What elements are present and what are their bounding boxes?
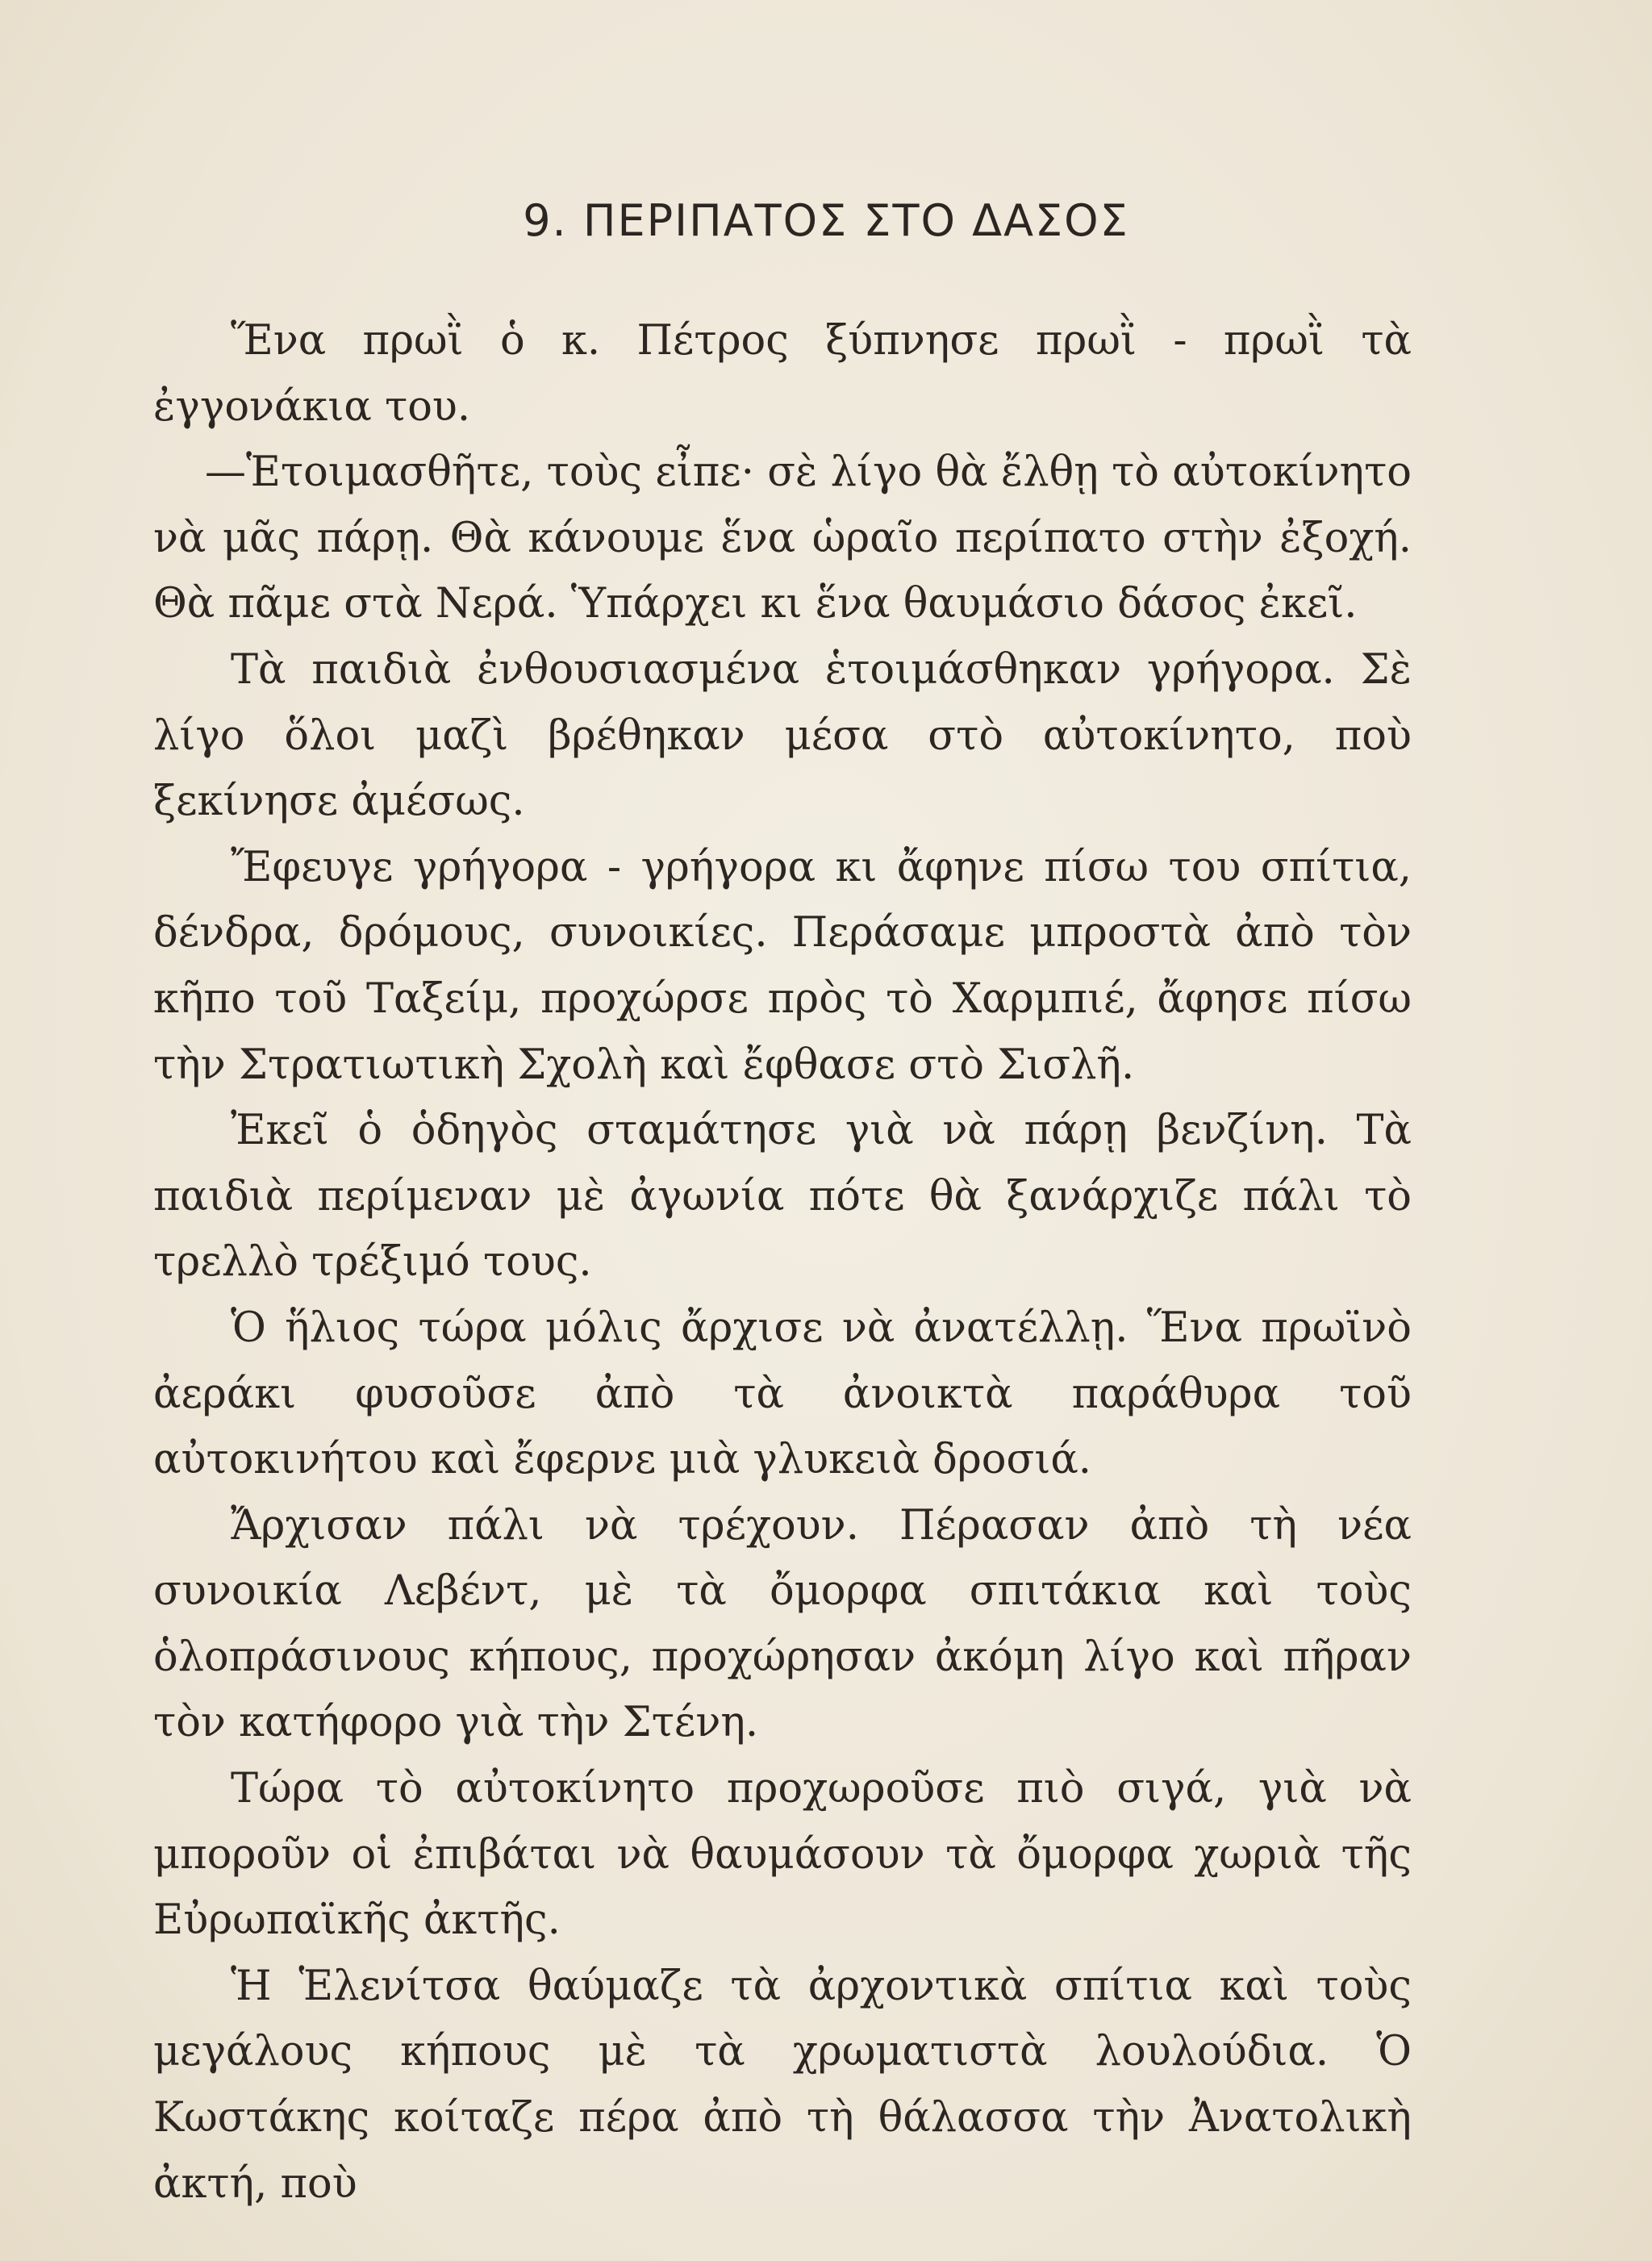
paragraph-6: Ὁ ἥλιος τώρα μόλις ἄρχισε νὰ ἀνατέλλῃ. Ἕνα πρωϊνὸ ἀεράκι φυσοῦσε ἀπὸ τὰ ἀνοικτὰ παράθυρα τοῦ αὐτοκινήτου καὶ ἔφερνε μιὰ γλυκειὰ δροσιά. [153, 1304, 1412, 1484]
chapter-title: 9. ΠΕΡΙΠΑΤΟΣ ΣΤΟ ΔΑΣΟΣ [523, 195, 1129, 246]
paragraph-9: Ἡ Ἑλενίτσα θαύμαζε τὰ ἀρχοντικὰ σπίτια καὶ τοὺς μεγάλους κήπους μὲ τὰ χρωματιστὰ λουλούδια. Ὁ Κωστάκης κοίταζε πέρα ἀπὸ τὴ θάλασσα τὴν Ἀνατολικὴ ἀκτή, ποὺ [153, 1962, 1412, 2208]
paragraph-4: Ἔφευγε γρήγορα - γρήγορα κι ἄφηνε πίσω του σπίτια, δένδρα, δρόμους, συνοικίες. Περάσαμε μπροστὰ ἀπὸ τὸν κῆπο τοῦ Ταξείμ, προχώρσε πρὸς τὸ Χαρμπιέ, ἄφησε πίσω τὴν Στρατιωτικὴ Σχολὴ καὶ ἔφθασε στὸ Σισλῆ. [153, 843, 1412, 1089]
paragraph-3: Τὰ παιδιὰ ἐνθουσιασμένα ἑτοιμάσθηκαν γρήγορα. Σὲ λίγο ὅλοι μαζὶ βρέθηκαν μέσα στὸ αὐτοκίνητο, ποὺ ξεκίνησε ἀμέσως. [153, 645, 1412, 826]
paragraph-2: —Ἑτοιμασθῆτε, τοὺς εἶπε· σὲ λίγο θὰ ἔλθῃ τὸ αὐτοκίνητο νὰ μᾶς πάρῃ. Θὰ κάνουμε ἕνα ὡραῖο περίπατο στὴν ἐξοχή. Θὰ πᾶμε στὰ Νερά. Ὑπάρχει κι ἕνα θαυμάσιο δάσος ἐκεῖ. [153, 448, 1412, 628]
paragraph-7: Ἄρχισαν πάλι νὰ τρέχουν. Πέρασαν ἀπὸ τὴ νέα συνοικία Λεβέντ, μὲ τὰ ὄμορφα σπιτάκια καὶ τοὺς ὁλοπράσινους κήπους, προχώρησαν ἀκόμη λίγο καὶ πῆραν τὸν κατήφορο γιὰ τὴν Στένη. [153, 1501, 1412, 1747]
paragraph-8: Τώρα τὸ αὐτοκίνητο προχωροῦσε πιὸ σιγά, γιὰ νὰ μποροῦν οἱ ἐπιβάται νὰ θαυμάσουν τὰ ὄμορφα χωριὰ τῆς Εὐρωπαϊκῆς ἀκτῆς. [153, 1765, 1412, 1945]
paragraph-5: Ἐκεῖ ὁ ὁδηγὸς σταμάτησε γιὰ νὰ πάρῃ βενζίνη. Τὰ παιδιὰ περίμεναν μὲ ἀγωνία πότε θὰ ξανάρχιζε πάλι τὸ τρελλὸ τρέξιμό τους. [153, 1107, 1412, 1287]
chapter-body [153, 308, 1412, 2217]
paragraph-1: Ἕνα πρωῒ ὁ κ. Πέτρος ξύπνησε πρωῒ - πρωῒ τὰ ἐγγονάκια του. [153, 317, 1412, 431]
